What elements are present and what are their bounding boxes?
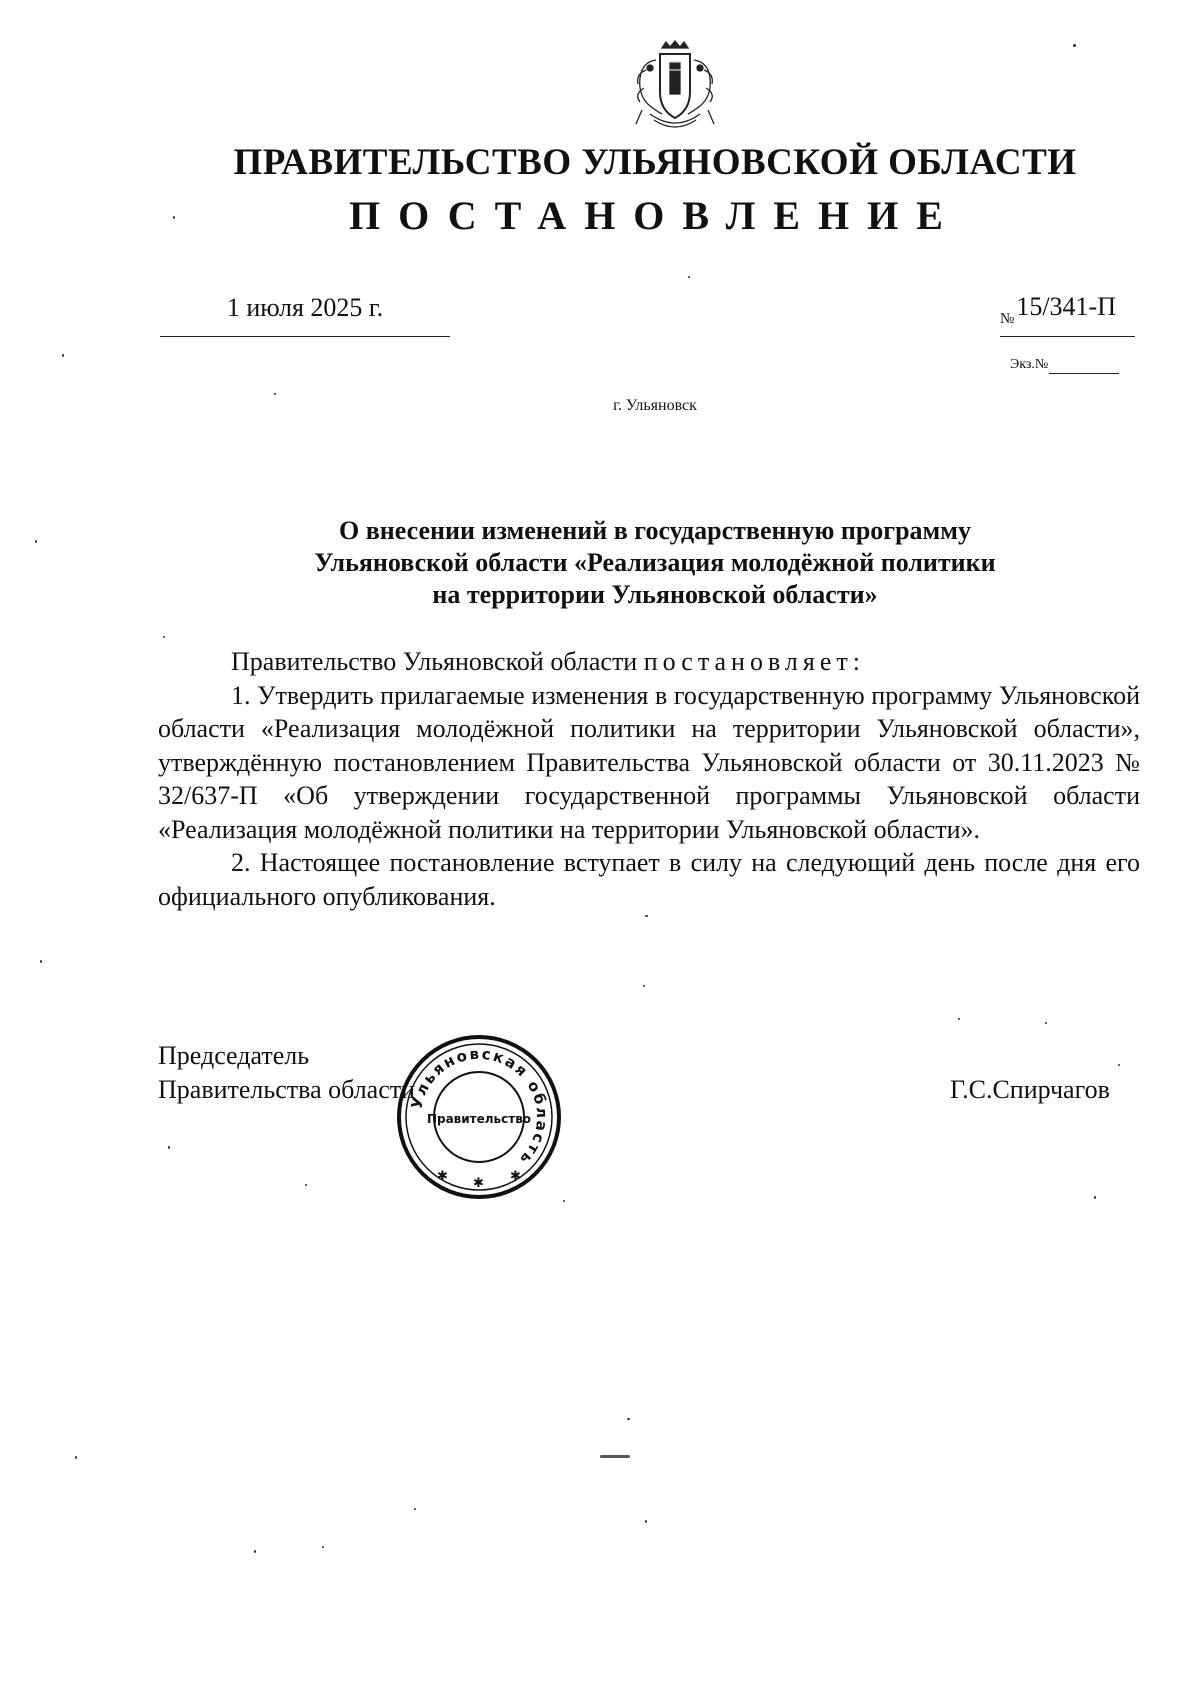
document-city: г. Ульяновск [613, 397, 697, 414]
scan-speck [1118, 1064, 1120, 1066]
scan-speck [688, 276, 690, 278]
signatory-title-line: Председатель [158, 1041, 310, 1070]
svg-text:✱: ✱ [510, 1169, 521, 1184]
number-sign: № [1000, 311, 1015, 327]
document-subject [160, 515, 1150, 611]
scan-speck [40, 960, 42, 963]
resolution-paragraph-1: 1. Утвердить прилагаемые изменения в государственную программу Ульяновской области «Реализация молодёжной политики на территории Ульяновской области», утверждённую постановлением Правительства Ульяновской области от 30.11.2023 № 32/637-П «Об утверждении государственной программы Ульяновской области «Реализация молодёжной политики на территории Ульяновской области». [158, 680, 1140, 844]
intro-resolves: постановляет: [643, 647, 865, 676]
scan-speck [1073, 44, 1076, 47]
document-number-field [1000, 289, 1135, 337]
scan-speck [322, 1546, 324, 1548]
seal-center-text: Правительство [426, 1112, 532, 1126]
scan-speck [643, 985, 645, 987]
resolution-intro [158, 645, 1140, 679]
seal-ring-text: Ульяновская область [407, 1044, 552, 1170]
scan-speck [254, 1550, 256, 1553]
signatory-title-line: Правительства области [158, 1075, 416, 1104]
document-type-title: ПОСТАНОВЛЕНИЕ [349, 193, 961, 238]
scan-speck [563, 1200, 565, 1202]
scan-speck [173, 216, 175, 219]
official-seal-stamp [394, 1032, 564, 1202]
document-number: 15/341-П [1016, 292, 1116, 321]
scan-speck [627, 1418, 630, 1420]
copy-number-blank [1049, 357, 1119, 374]
scan-speck [645, 915, 648, 917]
scan-speck [645, 1520, 647, 1523]
scan-speck [600, 1455, 630, 1458]
signatory-name: Г.С.Спирчагов [950, 1075, 1110, 1104]
subject-line: О внесении изменений в государственную программу [339, 516, 971, 545]
government-title: ПРАВИТЕЛЬСТВО УЛЬЯНОВСКОЙ ОБЛАСТИ [233, 142, 1077, 183]
scan-speck [62, 354, 64, 357]
scan-speck [35, 540, 37, 543]
subject-line: на территории Ульяновской области» [432, 580, 878, 609]
scan-speck [75, 1456, 77, 1459]
resolution-paragraph-2: 2. Настоящее постановление вступает в силу на следующий день после дня его официального опубликования. [158, 848, 1140, 911]
scan-speck [274, 393, 276, 395]
subject-line: Ульяновской области «Реализация молодёжной политики [314, 548, 996, 577]
scan-speck [168, 1146, 170, 1149]
coat-of-arms-emblem [632, 40, 718, 130]
signatory-title [158, 1039, 415, 1107]
scan-speck [163, 636, 165, 638]
intro-prefix: Правительство Ульяновской области [231, 647, 638, 676]
svg-text:✱: ✱ [437, 1169, 448, 1184]
copy-number-field [1010, 357, 1135, 374]
document-date: 1 июля 2025 г. [160, 290, 450, 337]
scan-speck [1045, 1022, 1047, 1024]
scan-speck [414, 1508, 416, 1510]
scan-speck [958, 1018, 960, 1020]
copy-number-label: Экз.№ [1010, 357, 1049, 372]
document-body [158, 645, 1140, 913]
scan-speck [1094, 1196, 1096, 1199]
scan-speck [305, 1184, 307, 1186]
svg-text:✱: ✱ [473, 1176, 484, 1191]
